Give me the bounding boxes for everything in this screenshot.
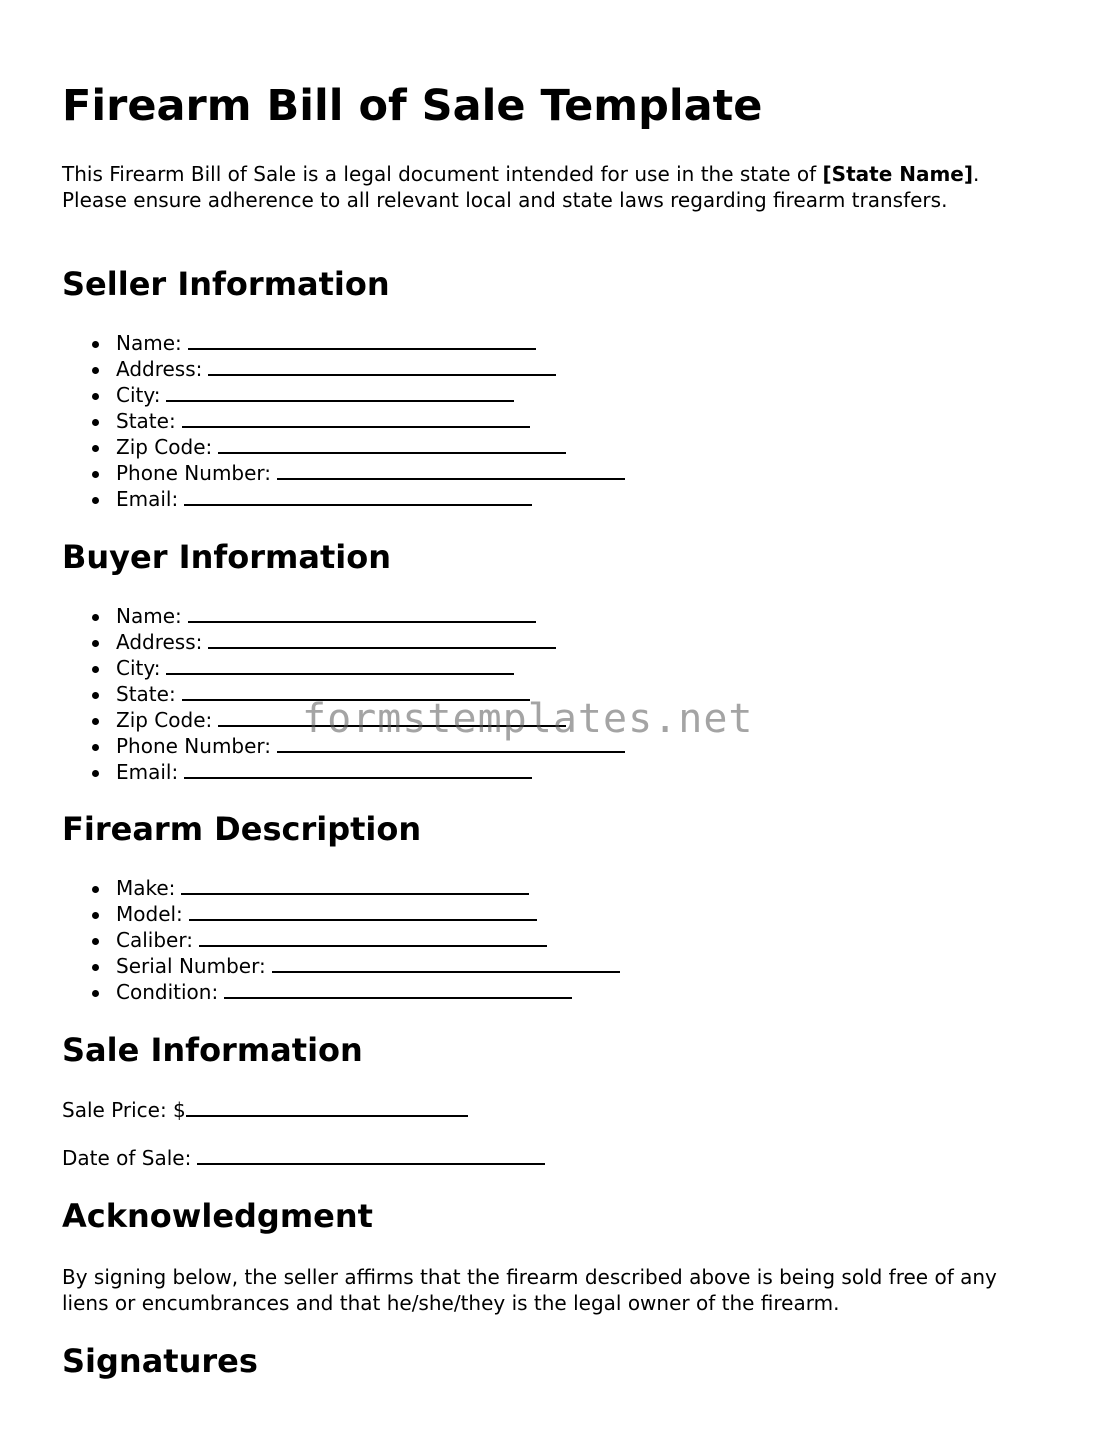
sale-price-line <box>62 1097 468 1123</box>
field-label: Address: <box>116 630 203 654</box>
field-label: Caliber: <box>116 928 193 952</box>
blank-line[interactable] <box>184 486 532 506</box>
blank-line[interactable] <box>181 875 529 895</box>
page-title: Firearm Bill of Sale Template <box>62 81 763 131</box>
list-item <box>116 655 625 681</box>
list-item <box>116 486 625 512</box>
blank-line[interactable] <box>199 927 547 947</box>
blank-line[interactable] <box>188 330 536 350</box>
sale-date-label: Date of Sale: <box>62 1146 192 1170</box>
blank-line[interactable] <box>184 759 532 779</box>
field-label: Email: <box>116 760 179 784</box>
list-item <box>116 408 625 434</box>
blank-line[interactable] <box>182 408 530 428</box>
intro-text-after: . Please ensure adherence to all relevant local and state laws regarding firearm transfers. <box>62 162 980 212</box>
field-label: Email: <box>116 487 179 511</box>
list-item <box>116 330 625 356</box>
list-item <box>116 382 625 408</box>
field-label: Serial Number: <box>116 954 266 978</box>
sale-date-line <box>62 1145 545 1171</box>
list-item <box>116 434 625 460</box>
field-label: Address: <box>116 357 203 381</box>
intro-text-before: This Firearm Bill of Sale is a legal document intended for use in the state of <box>62 162 823 186</box>
watermark: formstemplates.net <box>302 696 754 742</box>
buyer-heading: Buyer Information <box>62 538 391 576</box>
seller-heading: Seller Information <box>62 265 390 303</box>
blank-line[interactable] <box>166 655 514 675</box>
blank-line[interactable] <box>189 901 537 921</box>
list-item <box>116 953 620 979</box>
blank-line[interactable] <box>166 382 514 402</box>
seller-field-list <box>62 330 625 512</box>
field-label: Model: <box>116 902 183 926</box>
blank-line[interactable] <box>224 979 572 999</box>
field-label: Phone Number: <box>116 461 272 485</box>
list-item <box>116 901 620 927</box>
field-label: State: <box>116 682 176 706</box>
acknowledgment-text: By signing below, the seller affirms that the firearm described above is being sold free of any liens or encumbrances and that he/she/they is the legal owner of the firearm. <box>62 1265 997 1315</box>
blank-line[interactable] <box>272 953 620 973</box>
sale-heading: Sale Information <box>62 1031 363 1069</box>
field-label: State: <box>116 409 176 433</box>
field-label: Name: <box>116 331 182 355</box>
signatures-heading: Signatures <box>62 1342 258 1380</box>
field-label: Condition: <box>116 980 219 1004</box>
list-item <box>116 356 625 382</box>
list-item <box>116 927 620 953</box>
blank-line[interactable] <box>188 603 536 623</box>
blank-line[interactable] <box>218 434 566 454</box>
list-item <box>116 979 620 1005</box>
sale-price-blank[interactable] <box>186 1097 468 1117</box>
sale-price-label: Sale Price: $ <box>62 1098 186 1122</box>
firearm-heading: Firearm Description <box>62 810 422 848</box>
field-label: City: <box>116 383 161 407</box>
list-item <box>116 759 625 785</box>
blank-line[interactable] <box>277 460 625 480</box>
intro-paragraph <box>62 161 1047 213</box>
list-item <box>116 603 625 629</box>
field-label: Make: <box>116 876 176 900</box>
field-label: City: <box>116 656 161 680</box>
list-item <box>116 460 625 486</box>
firearm-field-list <box>62 875 620 1005</box>
state-placeholder: [State Name] <box>822 162 973 186</box>
list-item <box>116 875 620 901</box>
blank-line[interactable] <box>208 629 556 649</box>
field-label: Zip Code: <box>116 435 213 459</box>
field-label: Zip Code: <box>116 708 213 732</box>
acknowledgment-heading: Acknowledgment <box>62 1197 373 1235</box>
buyer-field-list <box>62 603 625 785</box>
blank-line[interactable] <box>208 356 556 376</box>
field-label: Name: <box>116 604 182 628</box>
field-label: Phone Number: <box>116 734 272 758</box>
sale-date-blank[interactable] <box>197 1145 545 1165</box>
list-item <box>116 629 625 655</box>
